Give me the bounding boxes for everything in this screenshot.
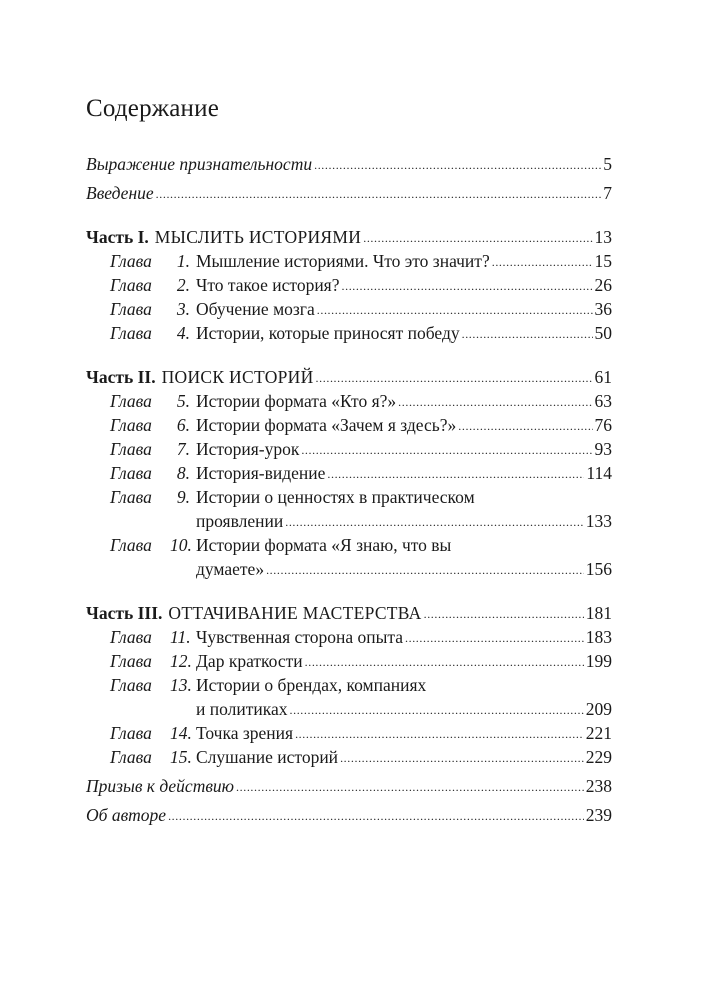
table-of-contents	[86, 92, 612, 827]
chapter-number: 15.	[170, 747, 192, 767]
dot-leader	[340, 744, 584, 770]
toc-chapter-12[interactable]	[86, 649, 612, 673]
chapter-number: 14.	[170, 723, 192, 743]
toc-entry-label: Введение	[86, 183, 154, 203]
chapter-word: Глава	[110, 251, 152, 271]
toc-page-number: 63	[594, 391, 612, 411]
toc-entry-about-author[interactable]	[86, 803, 612, 827]
dot-leader	[492, 248, 593, 274]
toc-page-number: 50	[594, 323, 612, 343]
chapter-title-line-1: Истории формата «Я знаю, что вы	[196, 535, 452, 555]
chapter-word: Глава	[110, 463, 152, 483]
dot-leader	[317, 296, 593, 322]
toc-entry-acknowledgements[interactable]	[86, 152, 612, 176]
dot-leader	[342, 272, 593, 298]
toc-chapter-9[interactable]	[86, 485, 612, 533]
dot-leader	[301, 436, 592, 462]
toc-page-number: 238	[585, 776, 612, 796]
chapter-title-line-2: проявлении	[196, 511, 284, 531]
dot-leader	[462, 320, 593, 346]
toc-page-number: 61	[594, 367, 612, 387]
toc-page-number: 183	[585, 627, 612, 647]
toc-page-number: 156	[585, 559, 612, 579]
dot-leader	[363, 224, 592, 250]
toc-page-number: 93	[594, 439, 612, 459]
chapter-number: 11.	[170, 627, 191, 647]
chapter-word: Глава	[110, 275, 152, 295]
dot-leader	[458, 412, 592, 438]
toc-chapter-1[interactable]	[86, 249, 612, 273]
toc-page-number: 229	[585, 747, 612, 767]
dot-leader	[305, 648, 584, 674]
chapter-number: 12.	[170, 651, 192, 671]
chapter-number: 1.	[176, 251, 190, 271]
toc-chapter-4[interactable]	[86, 321, 612, 345]
toc-page-number: 13	[594, 227, 612, 247]
toc-chapter-15[interactable]	[86, 745, 612, 769]
part-name: ПОИСК ИСТОРИЙ	[161, 367, 314, 387]
toc-page-number: 15	[594, 251, 612, 271]
chapter-title-line-1: Истории о ценностях в практическом	[196, 487, 475, 507]
chapter-number: 8.	[176, 463, 190, 483]
dot-leader	[236, 773, 584, 799]
dot-leader	[168, 802, 584, 828]
dot-leader	[398, 388, 592, 414]
part-label: Часть III.	[86, 603, 163, 623]
part-label: Часть II.	[86, 367, 156, 387]
toc-entry-label: Призыв к действию	[86, 776, 235, 796]
part-name: ОТТАЧИВАНИЕ МАСТЕРСТВА	[168, 603, 422, 623]
dot-leader	[327, 460, 584, 486]
chapter-word: Глава	[110, 675, 152, 695]
toc-page-number: 26	[594, 275, 612, 295]
chapter-word: Глава	[110, 487, 152, 507]
chapter-title-line-2: думаете»	[196, 559, 265, 579]
chapter-title: Истории формата «Кто я?»	[196, 391, 397, 411]
toc-part-2[interactable]	[86, 365, 612, 389]
page-title: Содержание	[86, 95, 219, 122]
chapter-word: Глава	[110, 723, 152, 743]
toc-chapter-13[interactable]	[86, 673, 612, 721]
chapter-title: Слушание историй	[196, 747, 339, 767]
chapter-title: Обучение мозга	[196, 299, 315, 319]
chapter-number: 13.	[170, 675, 192, 695]
dot-leader	[314, 151, 601, 177]
chapter-title-line-2: и политиках	[196, 699, 288, 719]
toc-page-number: 36	[594, 299, 612, 319]
chapter-number: 7.	[176, 439, 190, 459]
chapter-word: Глава	[110, 535, 152, 555]
toc-page-number: 209	[585, 699, 612, 719]
chapter-title-line-1: Истории о брендах, компаниях	[196, 675, 427, 695]
chapter-number: 5.	[176, 391, 190, 411]
chapter-number: 2.	[176, 275, 190, 295]
toc-chapter-6[interactable]	[86, 413, 612, 437]
part-name: МЫСЛИТЬ ИСТОРИЯМИ	[154, 227, 362, 247]
toc-entry-call-to-action[interactable]	[86, 774, 612, 798]
toc-entry-label: Выражение признательности	[86, 154, 313, 174]
toc-page-number: 114	[586, 463, 612, 483]
toc-page-number: 76	[594, 415, 612, 435]
chapter-word: Глава	[110, 627, 152, 647]
toc-page-number: 181	[585, 603, 612, 623]
toc-entry-label: Об авторе	[86, 805, 167, 825]
dot-leader	[290, 696, 584, 722]
dot-leader	[405, 624, 584, 650]
toc-chapter-8[interactable]	[86, 461, 612, 485]
dot-leader	[295, 720, 584, 746]
toc-page-number: 221	[585, 723, 612, 743]
chapter-word: Глава	[110, 439, 152, 459]
toc-chapter-14[interactable]	[86, 721, 612, 745]
toc-page-number: 7	[603, 183, 612, 203]
toc-part-3[interactable]	[86, 601, 612, 625]
chapter-word: Глава	[110, 415, 152, 435]
toc-part-1[interactable]	[86, 225, 612, 249]
chapter-title: Истории, которые приносят победу	[196, 323, 460, 343]
part-label: Часть I.	[86, 227, 149, 247]
chapter-title: Что такое история?	[196, 275, 340, 295]
chapter-title: История-видение	[196, 463, 326, 483]
chapter-word: Глава	[110, 651, 152, 671]
toc-chapter-10[interactable]	[86, 533, 612, 581]
chapter-number: 6.	[176, 415, 190, 435]
toc-page-number: 133	[585, 511, 612, 531]
chapter-title: Чувственная сторона опыта	[196, 627, 403, 647]
chapter-number: 3.	[176, 299, 190, 319]
chapter-number: 4.	[176, 323, 190, 343]
chapter-word: Глава	[110, 391, 152, 411]
chapter-word: Глава	[110, 323, 152, 343]
toc-chapter-7[interactable]	[86, 437, 612, 461]
chapter-number: 9.	[176, 487, 190, 507]
toc-chapter-3[interactable]	[86, 297, 612, 321]
chapter-number: 10.	[170, 535, 192, 555]
toc-entry-introduction[interactable]	[86, 181, 612, 205]
toc-page-number: 199	[585, 651, 612, 671]
toc-chapter-2[interactable]	[86, 273, 612, 297]
chapter-word: Глава	[110, 747, 152, 767]
chapter-word: Глава	[110, 299, 152, 319]
toc-chapter-5[interactable]	[86, 389, 612, 413]
dot-leader	[156, 180, 602, 206]
toc-chapter-11[interactable]	[86, 625, 612, 649]
dot-leader	[285, 508, 584, 534]
chapter-title: Точка зрения	[196, 723, 294, 743]
chapter-title: Мышление историями. Что это значит?	[196, 251, 490, 271]
toc-page-number: 5	[603, 154, 612, 174]
chapter-title: Истории формата «Зачем я здесь?»	[196, 415, 457, 435]
chapter-title: История-урок	[196, 439, 300, 459]
dot-leader	[266, 556, 584, 582]
dot-leader	[424, 600, 584, 626]
chapter-title: Дар краткости	[196, 651, 303, 671]
dot-leader	[316, 364, 593, 390]
toc-page-number: 239	[585, 805, 612, 825]
